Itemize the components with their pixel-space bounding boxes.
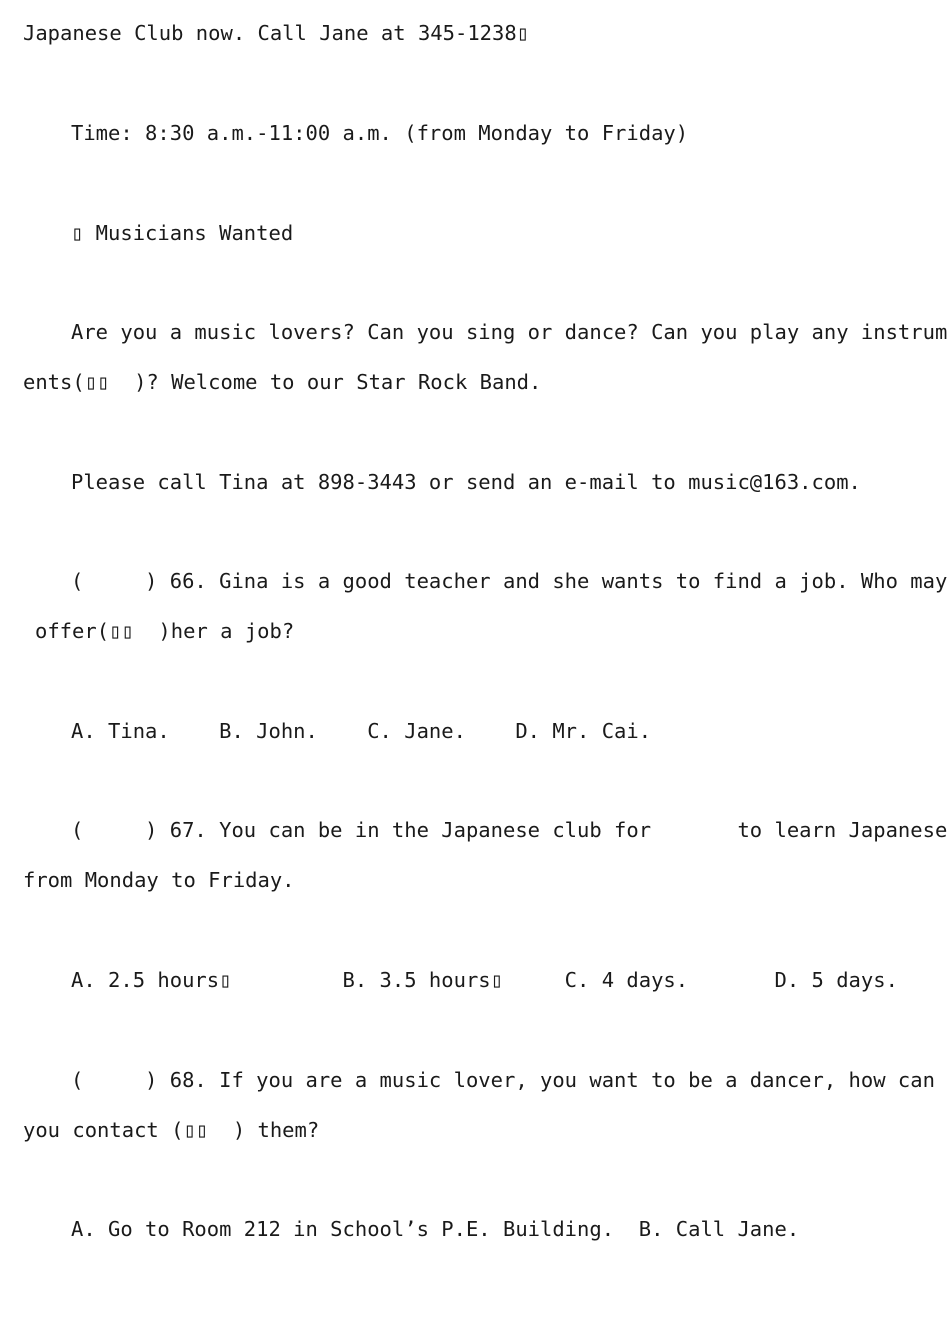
question-68-options: A. Go to Room 212 in School’s P.E. Building. B. Call Jane.	[71, 1217, 800, 1241]
question-66-options: A. Tina. B. John. C. Jane. D. Mr. Cai.	[71, 719, 652, 743]
question-67-options: A. 2.5 hours▯ B. 3.5 hours▯ C. 4 days. D. 5 days.	[71, 968, 898, 992]
question-67-text-cont: from Monday to Friday.	[23, 868, 295, 892]
text-line-club-contact: Japanese Club now. Call Jane at 345-1238▯	[23, 21, 530, 45]
text-line-musicians-heading: ▯ Musicians Wanted	[71, 221, 294, 245]
question-67-text: ( ) 67. You can be in the Japanese club for to learn Japanese	[71, 818, 948, 842]
question-68-text: ( ) 68. If you are a music lover, you want to be a dancer, how can	[71, 1068, 935, 1092]
question-66-text-cont: offer(▯▯ )her a job?	[35, 619, 295, 643]
text-line-music-lovers: Are you a music lovers? Can you sing or dance? Can you play any instrum	[71, 320, 948, 344]
text-line-tina-contact: Please call Tina at 898-3443 or send an e-mail to music@163.com.	[71, 470, 861, 494]
text-line-band-welcome: ents(▯▯ )? Welcome to our Star Rock Band.	[23, 370, 542, 394]
text-line-time: Time: 8:30 a.m.-11:00 a.m. (from Monday to Friday)	[71, 121, 689, 145]
question-68-text-cont: you contact (▯▯ ) them?	[23, 1118, 320, 1142]
question-66-text: ( ) 66. Gina is a good teacher and she wants to find a job. Who may	[71, 569, 948, 593]
